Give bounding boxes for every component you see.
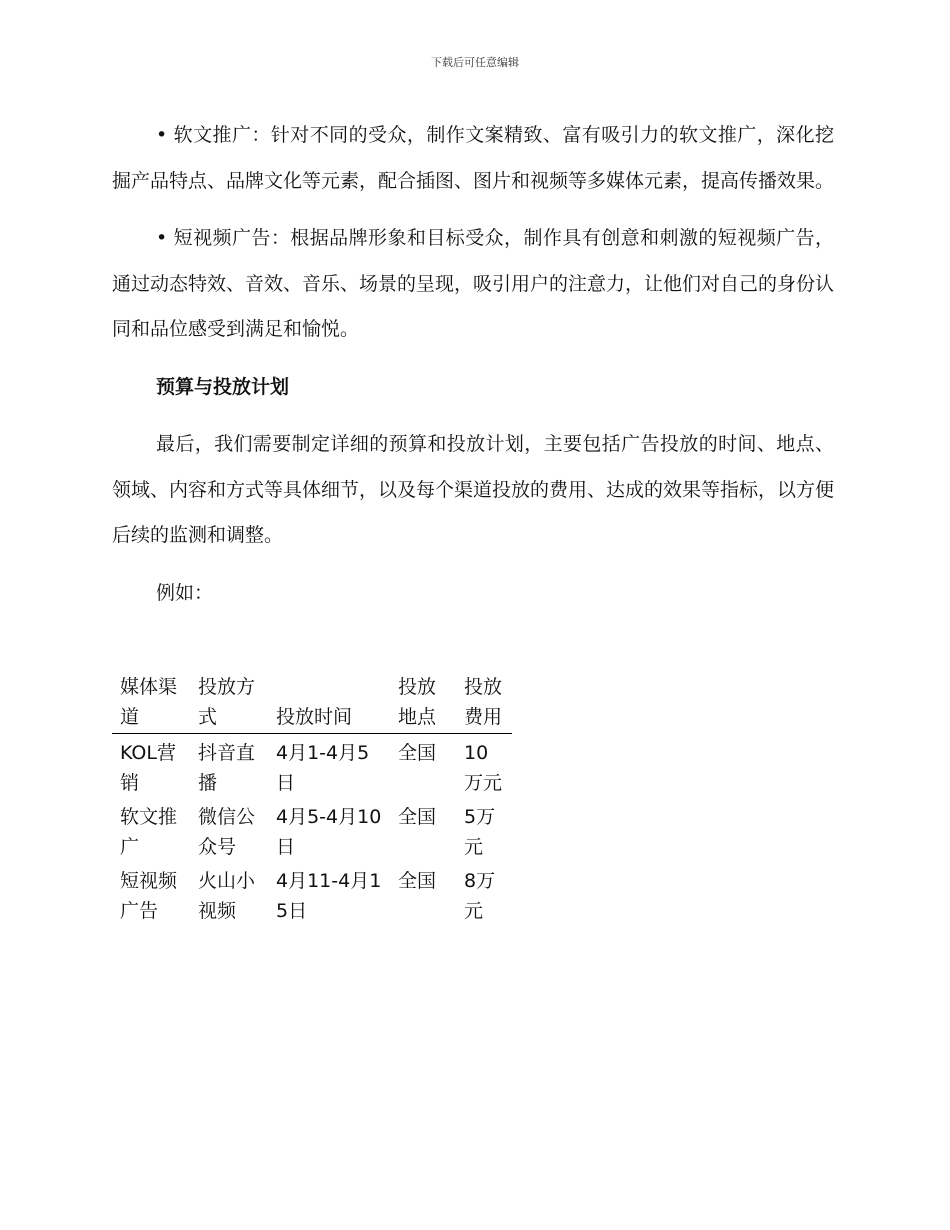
table-header-row <box>112 672 512 734</box>
header-media-channel: 媒体渠道 <box>112 672 190 734</box>
placement-plan-table <box>112 672 512 930</box>
header-placement-cost: 投放费用 <box>456 672 512 734</box>
table-row <box>112 866 512 930</box>
table-cell-time: 4月1-4月5日 <box>276 742 370 794</box>
table-cell-time: 4月11-4月15日 <box>276 870 382 922</box>
soft-article-paragraph: • 软文推广：针对不同的受众，制作文案精致、富有吸引力的软文推广，深化挖掘产品特点、品牌文化等元素，配合插图、图片和视频等多媒体元素，提高传播效果。 <box>112 124 835 192</box>
table-cell-channel: 短视频广告 <box>120 870 178 922</box>
table-cell-channel: KOL营销 <box>120 742 176 794</box>
table-cell-location: 全国 <box>398 742 437 764</box>
page-header-note: 下载后可任意编辑 <box>431 56 519 69</box>
table-cell-cost: 10万元 <box>464 742 503 794</box>
header-placement-method: 投放方式 <box>190 672 268 734</box>
table-cell-method: 抖音直播 <box>198 742 256 794</box>
short-video-paragraph: • 短视频广告：根据品牌形象和目标受众，制作具有创意和刺激的短视频广告，通过动态特效、音效、音乐、场景的呈现，吸引用户的注意力，让他们对自己的身份认同和品位感受到满足和愉悦。 <box>112 227 835 340</box>
table-row <box>112 734 512 803</box>
table-cell-cost: 8万元 <box>464 870 496 922</box>
table-cell-location: 全国 <box>398 806 437 828</box>
table-cell-time: 4月5-4月10日 <box>276 806 382 858</box>
table-cell-location: 全国 <box>398 870 437 892</box>
table-cell-cost: 5万元 <box>464 806 496 858</box>
budget-paragraph: 最后，我们需要制定详细的预算和投放计划，主要包括广告投放的时间、地点、领域、内容和方式等具体细节，以及每个渠道投放的费用、达成的效果等指标，以方便后续的监测和调整。 <box>112 433 835 546</box>
document-body <box>112 113 834 628</box>
table-cell-channel: 软文推广 <box>120 806 178 858</box>
header-placement-location: 投放地点 <box>390 672 456 734</box>
example-lead: 例如： <box>156 581 214 604</box>
table-row <box>112 802 512 866</box>
section-heading: 预算与投放计划 <box>156 375 290 398</box>
table-cell-method: 火山小视频 <box>198 870 256 922</box>
table-cell-method: 微信公众号 <box>198 806 256 858</box>
header-placement-time: 投放时间 <box>268 672 390 734</box>
